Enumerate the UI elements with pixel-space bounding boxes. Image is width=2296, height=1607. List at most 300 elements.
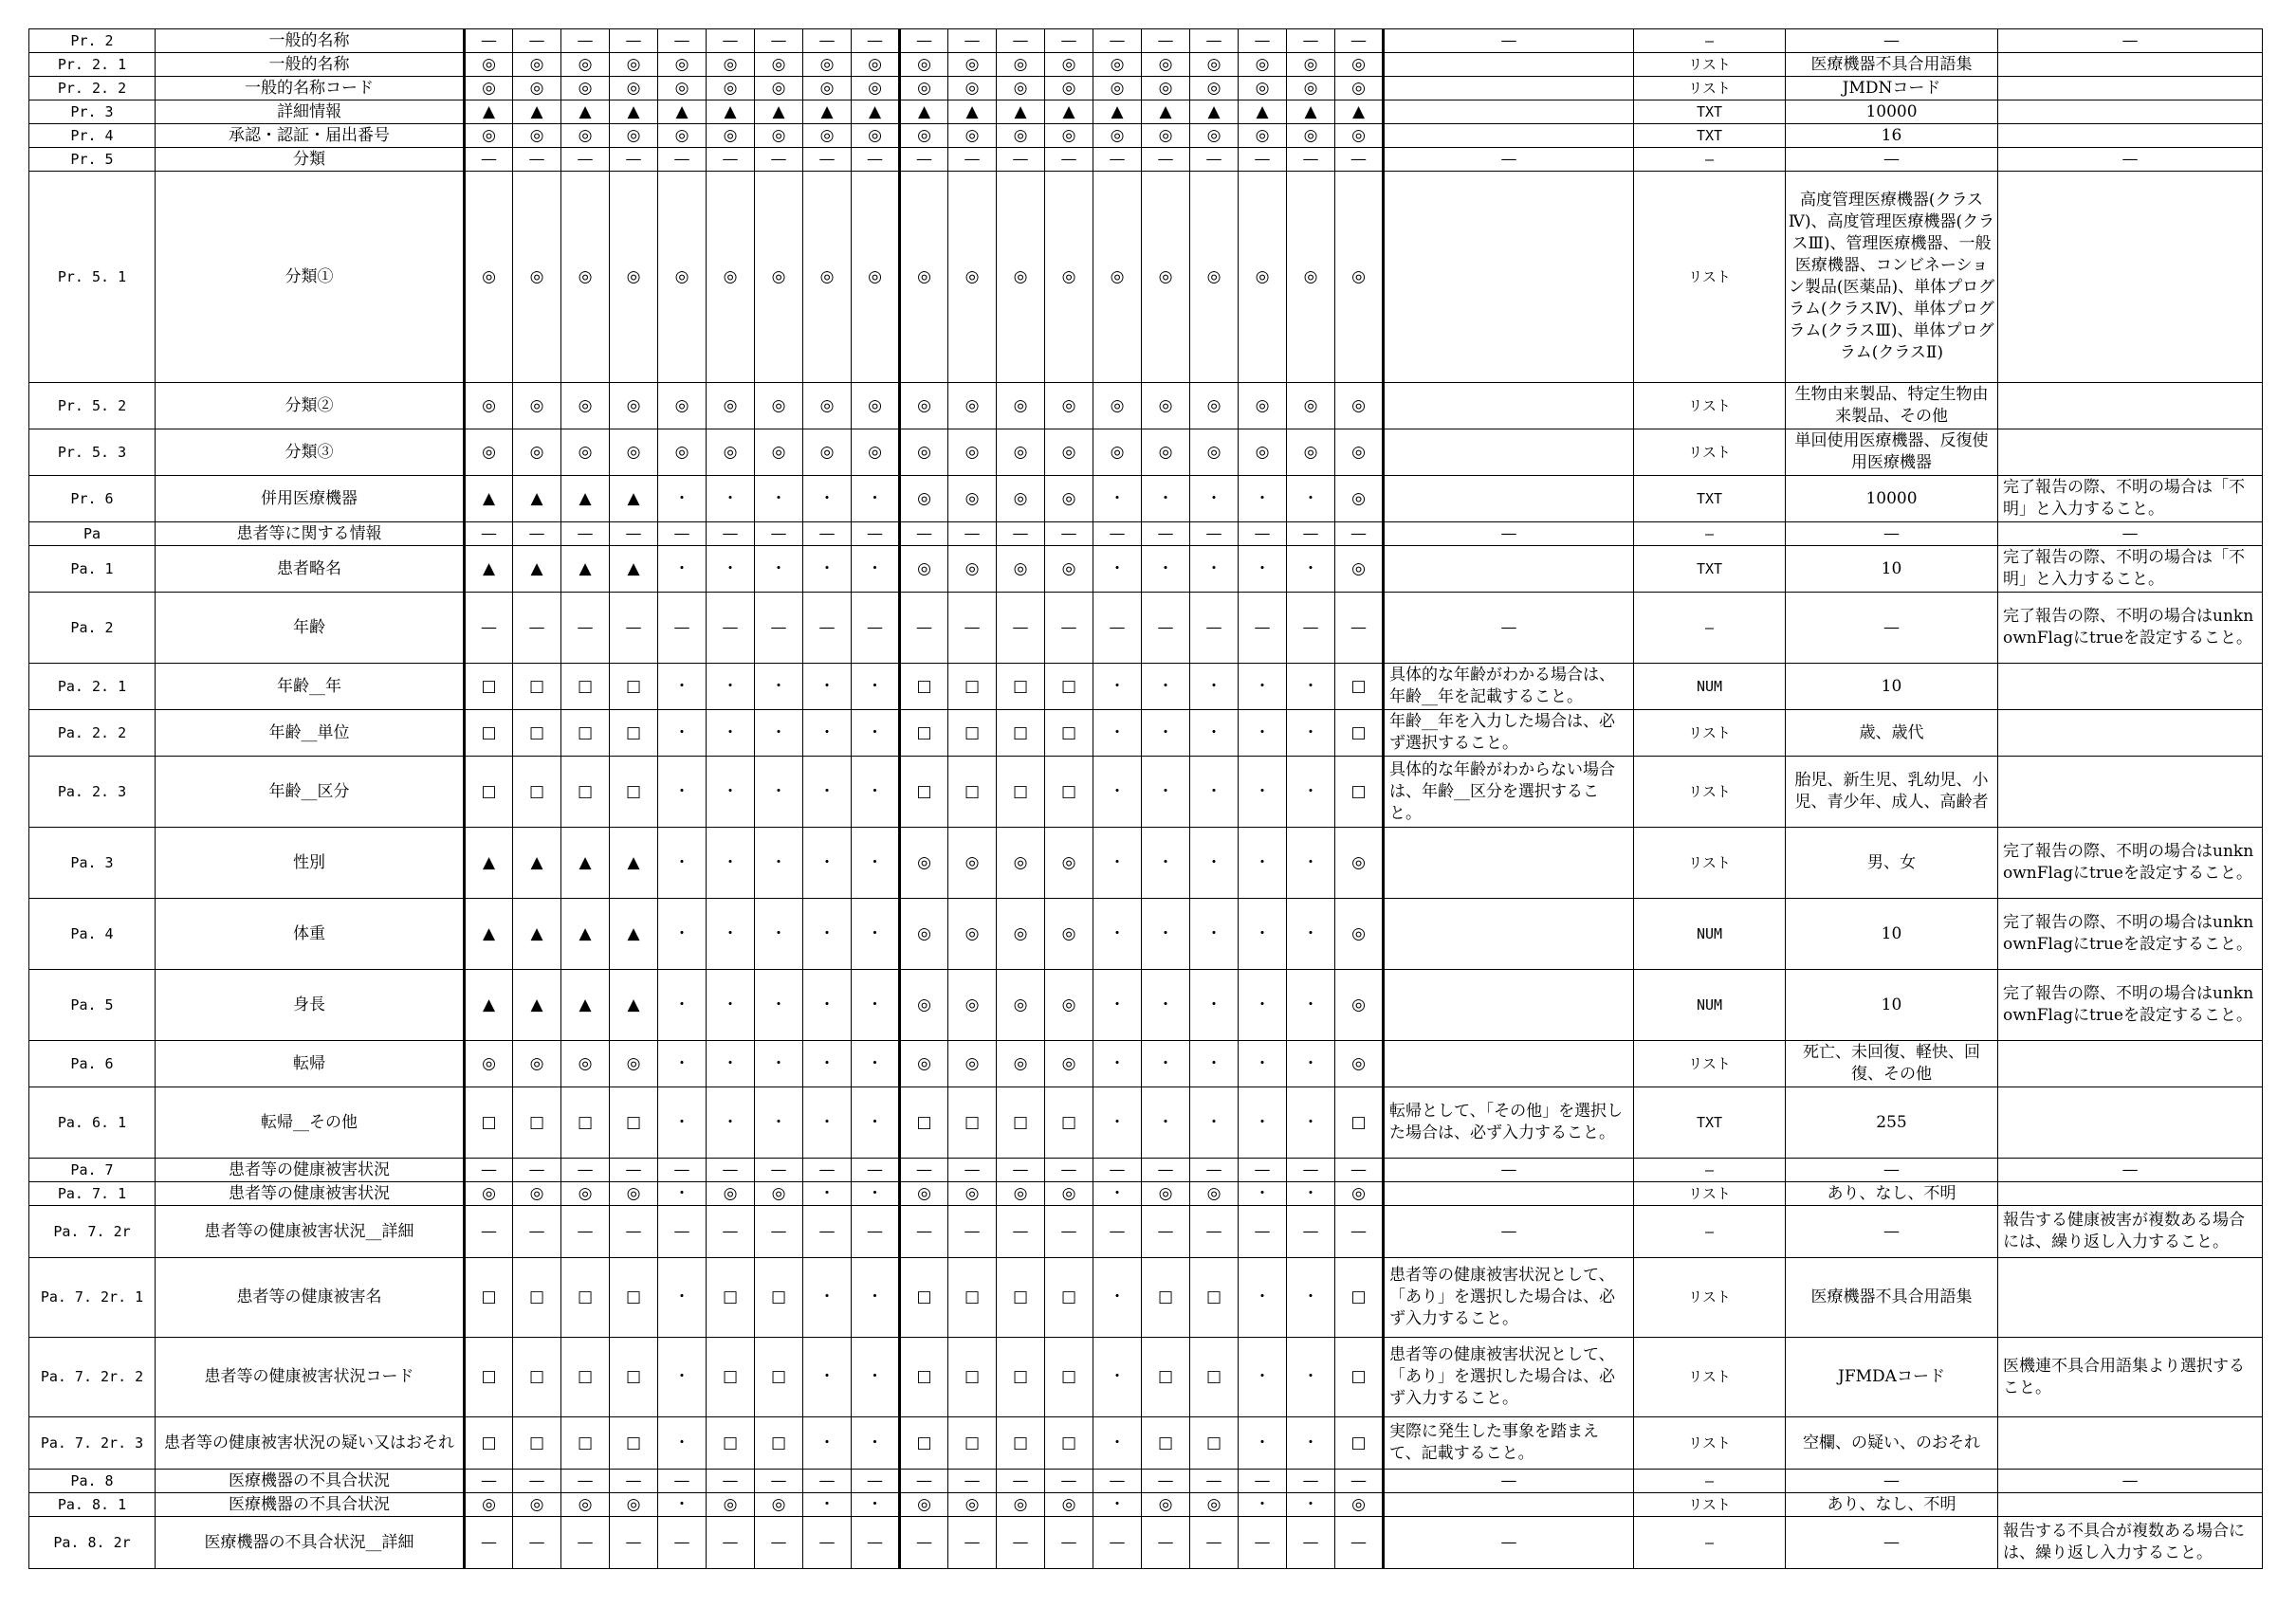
not-applicable-mark: ・	[1287, 970, 1335, 1041]
optional-mark: □	[561, 664, 610, 710]
optional-mark: □	[948, 664, 997, 710]
dash-mark: —	[900, 593, 948, 664]
dash-mark: —	[610, 1470, 658, 1493]
not-applicable-mark: ・	[852, 828, 900, 899]
required-mark: ◎	[900, 77, 948, 100]
required-mark: ◎	[1239, 77, 1287, 100]
not-applicable-mark: ・	[1239, 1258, 1287, 1338]
remarks: 医機連不具合用語集より選択すること。	[1998, 1338, 2263, 1417]
not-applicable-mark: ・	[852, 757, 900, 828]
not-applicable-mark: ・	[1239, 664, 1287, 710]
required-mark: ◎	[707, 1493, 755, 1517]
optional-mark: □	[465, 1338, 513, 1417]
optional-mark: □	[610, 1258, 658, 1338]
data-type: リスト	[1634, 1338, 1786, 1417]
value-spec: —	[1786, 148, 1998, 172]
not-applicable-mark: ・	[803, 757, 852, 828]
data-type: リスト	[1634, 757, 1786, 828]
not-applicable-mark: ・	[707, 899, 755, 970]
condition-note: 患者等の健康被害状況として、「あり」を選択した場合は、必ず入力すること。	[1384, 1258, 1634, 1338]
condition-note	[1384, 172, 1634, 383]
condition-note: —	[1384, 148, 1634, 172]
dash-mark: —	[997, 1517, 1045, 1569]
table-row	[29, 1338, 2263, 1417]
required-mark: ◎	[561, 429, 610, 476]
not-applicable-mark: ・	[1093, 476, 1142, 522]
item-name: 分類①	[156, 172, 465, 383]
dash-mark: —	[803, 1517, 852, 1569]
required-mark: ◎	[1045, 476, 1093, 522]
not-applicable-mark: ・	[803, 1338, 852, 1417]
optional-mark: □	[465, 710, 513, 757]
conditional-mark: ▲	[465, 476, 513, 522]
not-applicable-mark: ・	[1239, 546, 1287, 593]
required-mark: ◎	[948, 429, 997, 476]
value-spec: 10000	[1786, 100, 1998, 124]
required-mark: ◎	[803, 53, 852, 77]
dash-mark: —	[707, 1159, 755, 1182]
required-mark: ◎	[707, 53, 755, 77]
required-mark: ◎	[1142, 53, 1190, 77]
required-mark: ◎	[658, 53, 707, 77]
dash-mark: —	[1045, 1517, 1093, 1569]
item-name: 一般的名称	[156, 53, 465, 77]
conditional-mark: ▲	[513, 476, 561, 522]
item-id: Pr. 5. 1	[29, 172, 156, 383]
remarks	[1998, 172, 2263, 383]
not-applicable-mark: ・	[1142, 476, 1190, 522]
dash-mark: —	[1287, 1470, 1335, 1493]
required-mark: ◎	[1142, 429, 1190, 476]
not-applicable-mark: ・	[1093, 757, 1142, 828]
item-id: Pa. 7. 2r. 2	[29, 1338, 156, 1417]
required-mark: ◎	[1335, 476, 1384, 522]
conditional-mark: ▲	[561, 546, 610, 593]
dash-mark: —	[1239, 1517, 1287, 1569]
not-applicable-mark: ・	[658, 546, 707, 593]
not-applicable-mark: ・	[803, 476, 852, 522]
dash-mark: —	[707, 522, 755, 546]
required-mark: ◎	[948, 172, 997, 383]
not-applicable-mark: ・	[1239, 1338, 1287, 1417]
dash-mark: —	[465, 1159, 513, 1182]
optional-mark: □	[610, 664, 658, 710]
item-id: Pr. 2. 1	[29, 53, 156, 77]
required-mark: ◎	[513, 1182, 561, 1206]
not-applicable-mark: ・	[707, 1087, 755, 1159]
required-mark: ◎	[610, 77, 658, 100]
not-applicable-mark: ・	[803, 1258, 852, 1338]
dash-mark: —	[707, 593, 755, 664]
item-name: 詳細情報	[156, 100, 465, 124]
condition-note	[1384, 546, 1634, 593]
not-applicable-mark: ・	[1142, 1087, 1190, 1159]
required-mark: ◎	[1287, 53, 1335, 77]
item-name: 患者等の健康被害状況コード	[156, 1338, 465, 1417]
dash-mark: —	[561, 29, 610, 53]
condition-note	[1384, 476, 1634, 522]
required-mark: ◎	[948, 53, 997, 77]
required-mark: ◎	[997, 970, 1045, 1041]
optional-mark: □	[707, 1338, 755, 1417]
remarks: 完了報告の際、不明の場合はunknownFlagにtrueを設定すること。	[1998, 828, 2263, 899]
dash-mark: —	[1093, 522, 1142, 546]
dash-mark: —	[852, 522, 900, 546]
optional-mark: □	[948, 757, 997, 828]
not-applicable-mark: ・	[658, 1417, 707, 1470]
table-row	[29, 1087, 2263, 1159]
table-row	[29, 1041, 2263, 1087]
condition-note	[1384, 970, 1634, 1041]
dash-mark: —	[1287, 593, 1335, 664]
conditional-mark: ▲	[803, 100, 852, 124]
required-mark: ◎	[948, 124, 997, 148]
item-name: 患者等の健康被害状況	[156, 1159, 465, 1182]
not-applicable-mark: ・	[707, 757, 755, 828]
conditional-mark: ▲	[948, 100, 997, 124]
value-spec: 男、女	[1786, 828, 1998, 899]
dash-mark: —	[900, 1159, 948, 1182]
required-mark: ◎	[1335, 546, 1384, 593]
value-spec: 16	[1786, 124, 1998, 148]
dash-mark: —	[707, 29, 755, 53]
dash-mark: —	[1093, 148, 1142, 172]
dash-mark: —	[997, 522, 1045, 546]
required-mark: ◎	[852, 383, 900, 429]
not-applicable-mark: ・	[1239, 1493, 1287, 1517]
required-mark: ◎	[1190, 383, 1239, 429]
required-mark: ◎	[610, 1493, 658, 1517]
required-mark: ◎	[1142, 77, 1190, 100]
not-applicable-mark: ・	[1239, 1041, 1287, 1087]
conditional-mark: ▲	[610, 828, 658, 899]
data-type: —	[1634, 1517, 1786, 1569]
dash-mark: —	[658, 522, 707, 546]
not-applicable-mark: ・	[1142, 899, 1190, 970]
data-type: リスト	[1634, 172, 1786, 383]
dash-mark: —	[1190, 1206, 1239, 1258]
not-applicable-mark: ・	[852, 546, 900, 593]
value-spec: 歳、歳代	[1786, 710, 1998, 757]
not-applicable-mark: ・	[852, 664, 900, 710]
not-applicable-mark: ・	[658, 1182, 707, 1206]
required-mark: ◎	[900, 476, 948, 522]
required-mark: ◎	[1142, 172, 1190, 383]
not-applicable-mark: ・	[707, 710, 755, 757]
condition-note: —	[1384, 522, 1634, 546]
optional-mark: □	[561, 1338, 610, 1417]
required-mark: ◎	[610, 1182, 658, 1206]
conditional-mark: ▲	[1335, 100, 1384, 124]
optional-mark: □	[997, 1258, 1045, 1338]
data-type: TXT	[1634, 546, 1786, 593]
data-type: —	[1634, 29, 1786, 53]
required-mark: ◎	[1335, 429, 1384, 476]
table-row	[29, 1206, 2263, 1258]
remarks	[1998, 100, 2263, 124]
required-mark: ◎	[610, 124, 658, 148]
item-id: Pa. 7. 1	[29, 1182, 156, 1206]
dash-mark: —	[900, 29, 948, 53]
remarks: 完了報告の際、不明の場合はunknownFlagにtrueを設定すること。	[1998, 899, 2263, 970]
data-type: —	[1634, 1470, 1786, 1493]
not-applicable-mark: ・	[755, 546, 803, 593]
dash-mark: —	[1142, 593, 1190, 664]
not-applicable-mark: ・	[803, 664, 852, 710]
optional-mark: □	[465, 664, 513, 710]
condition-note	[1384, 124, 1634, 148]
not-applicable-mark: ・	[1093, 899, 1142, 970]
table-row	[29, 100, 2263, 124]
required-mark: ◎	[803, 77, 852, 100]
not-applicable-mark: ・	[852, 970, 900, 1041]
conditional-mark: ▲	[1093, 100, 1142, 124]
required-mark: ◎	[561, 172, 610, 383]
required-mark: ◎	[900, 546, 948, 593]
condition-note: —	[1384, 1517, 1634, 1569]
dash-mark: —	[1239, 29, 1287, 53]
required-mark: ◎	[610, 429, 658, 476]
not-applicable-mark: ・	[1287, 476, 1335, 522]
required-mark: ◎	[997, 899, 1045, 970]
required-mark: ◎	[465, 383, 513, 429]
dash-mark: —	[1142, 1470, 1190, 1493]
condition-note: 転帰として、「その他」を選択した場合は、必ず入力すること。	[1384, 1087, 1634, 1159]
dash-mark: —	[1190, 1517, 1239, 1569]
data-type: リスト	[1634, 828, 1786, 899]
value-spec: 10000	[1786, 476, 1998, 522]
not-applicable-mark: ・	[1190, 899, 1239, 970]
required-mark: ◎	[1045, 828, 1093, 899]
required-mark: ◎	[997, 1182, 1045, 1206]
required-mark: ◎	[900, 1493, 948, 1517]
dash-mark: —	[465, 148, 513, 172]
required-mark: ◎	[900, 828, 948, 899]
optional-mark: □	[1045, 710, 1093, 757]
dash-mark: —	[1045, 1470, 1093, 1493]
dash-mark: —	[1335, 1206, 1384, 1258]
condition-note	[1384, 100, 1634, 124]
item-name: 一般的名称	[156, 29, 465, 53]
remarks: 報告する健康被害が複数ある場合には、繰り返し入力すること。	[1998, 1206, 2263, 1258]
item-id: Pr. 2. 2	[29, 77, 156, 100]
dash-mark: —	[755, 1517, 803, 1569]
item-id: Pa. 1	[29, 546, 156, 593]
remarks: 完了報告の際、不明の場合はunknownFlagにtrueを設定すること。	[1998, 593, 2263, 664]
required-mark: ◎	[1335, 383, 1384, 429]
required-mark: ◎	[997, 124, 1045, 148]
required-mark: ◎	[561, 77, 610, 100]
dash-mark: —	[1142, 1517, 1190, 1569]
not-applicable-mark: ・	[1287, 1041, 1335, 1087]
dash-mark: —	[707, 1470, 755, 1493]
not-applicable-mark: ・	[852, 899, 900, 970]
dash-mark: —	[465, 1470, 513, 1493]
table-row	[29, 1493, 2263, 1517]
optional-mark: □	[513, 1338, 561, 1417]
not-applicable-mark: ・	[658, 1041, 707, 1087]
value-spec: JFMDAコード	[1786, 1338, 1998, 1417]
table-row	[29, 1182, 2263, 1206]
dash-mark: —	[1239, 522, 1287, 546]
required-mark: ◎	[465, 77, 513, 100]
dash-mark: —	[1190, 522, 1239, 546]
not-applicable-mark: ・	[1239, 970, 1287, 1041]
optional-mark: □	[1142, 1417, 1190, 1470]
dash-mark: —	[900, 1517, 948, 1569]
conditional-mark: ▲	[465, 100, 513, 124]
required-mark: ◎	[1045, 546, 1093, 593]
dash-mark: —	[948, 1470, 997, 1493]
condition-note	[1384, 899, 1634, 970]
dash-mark: —	[658, 1159, 707, 1182]
required-mark: ◎	[513, 77, 561, 100]
not-applicable-mark: ・	[852, 1258, 900, 1338]
optional-mark: □	[465, 1258, 513, 1338]
required-mark: ◎	[1142, 124, 1190, 148]
item-name: 分類②	[156, 383, 465, 429]
required-mark: ◎	[513, 429, 561, 476]
required-mark: ◎	[755, 53, 803, 77]
required-mark: ◎	[1190, 53, 1239, 77]
optional-mark: □	[513, 1417, 561, 1470]
remarks	[1998, 1041, 2263, 1087]
required-mark: ◎	[900, 383, 948, 429]
required-mark: ◎	[561, 53, 610, 77]
optional-mark: □	[707, 1417, 755, 1470]
optional-mark: □	[610, 1087, 658, 1159]
value-spec: あり、なし、不明	[1786, 1182, 1998, 1206]
conditional-mark: ▲	[1142, 100, 1190, 124]
remarks	[1998, 1182, 2263, 1206]
remarks	[1998, 757, 2263, 828]
required-mark: ◎	[707, 383, 755, 429]
not-applicable-mark: ・	[1287, 546, 1335, 593]
required-mark: ◎	[561, 1041, 610, 1087]
item-name: 転帰__その他	[156, 1087, 465, 1159]
not-applicable-mark: ・	[1287, 828, 1335, 899]
not-applicable-mark: ・	[707, 664, 755, 710]
remarks: —	[1998, 148, 2263, 172]
required-mark: ◎	[658, 124, 707, 148]
required-mark: ◎	[1142, 1182, 1190, 1206]
required-mark: ◎	[948, 828, 997, 899]
not-applicable-mark: ・	[1287, 1087, 1335, 1159]
item-id: Pa. 2	[29, 593, 156, 664]
required-mark: ◎	[948, 1182, 997, 1206]
item-id: Pa. 8. 2r	[29, 1517, 156, 1569]
conditional-mark: ▲	[610, 100, 658, 124]
data-type: リスト	[1634, 429, 1786, 476]
optional-mark: □	[1335, 1087, 1384, 1159]
required-mark: ◎	[658, 429, 707, 476]
dash-mark: —	[513, 522, 561, 546]
optional-mark: □	[900, 1087, 948, 1159]
condition-note	[1384, 383, 1634, 429]
optional-mark: □	[513, 710, 561, 757]
required-mark: ◎	[852, 429, 900, 476]
item-name: 患者等の健康被害状況__詳細	[156, 1206, 465, 1258]
required-mark: ◎	[1287, 172, 1335, 383]
table-row	[29, 1159, 2263, 1182]
not-applicable-mark: ・	[1093, 828, 1142, 899]
required-mark: ◎	[1239, 124, 1287, 148]
required-mark: ◎	[755, 383, 803, 429]
required-mark: ◎	[513, 124, 561, 148]
not-applicable-mark: ・	[1142, 710, 1190, 757]
required-mark: ◎	[1045, 1493, 1093, 1517]
value-spec: —	[1786, 522, 1998, 546]
optional-mark: □	[513, 1087, 561, 1159]
required-mark: ◎	[1190, 1493, 1239, 1517]
remarks	[1998, 124, 2263, 148]
not-applicable-mark: ・	[1190, 1041, 1239, 1087]
required-mark: ◎	[465, 53, 513, 77]
dash-mark: —	[755, 1159, 803, 1182]
item-name: 年齢	[156, 593, 465, 664]
not-applicable-mark: ・	[1239, 710, 1287, 757]
optional-mark: □	[610, 710, 658, 757]
not-applicable-mark: ・	[803, 970, 852, 1041]
not-applicable-mark: ・	[755, 757, 803, 828]
optional-mark: □	[1045, 664, 1093, 710]
not-applicable-mark: ・	[1287, 1258, 1335, 1338]
dash-mark: —	[610, 1206, 658, 1258]
specification-table	[28, 28, 2263, 1569]
data-type: TXT	[1634, 124, 1786, 148]
dash-mark: —	[755, 148, 803, 172]
required-mark: ◎	[948, 476, 997, 522]
required-mark: ◎	[1093, 124, 1142, 148]
optional-mark: □	[1142, 1258, 1190, 1338]
conditional-mark: ▲	[465, 899, 513, 970]
item-name: 年齢__年	[156, 664, 465, 710]
required-mark: ◎	[707, 429, 755, 476]
value-spec: あり、なし、不明	[1786, 1493, 1998, 1517]
item-id: Pa. 6	[29, 1041, 156, 1087]
not-applicable-mark: ・	[803, 546, 852, 593]
dash-mark: —	[755, 1206, 803, 1258]
dash-mark: —	[852, 29, 900, 53]
dash-mark: —	[561, 148, 610, 172]
table-row	[29, 476, 2263, 522]
data-type: TXT	[1634, 1087, 1786, 1159]
not-applicable-mark: ・	[852, 710, 900, 757]
dash-mark: —	[1142, 29, 1190, 53]
conditional-mark: ▲	[1190, 100, 1239, 124]
not-applicable-mark: ・	[1287, 1493, 1335, 1517]
optional-mark: □	[900, 1258, 948, 1338]
required-mark: ◎	[755, 172, 803, 383]
item-name: 患者等の健康被害状況の疑い又はおそれ	[156, 1417, 465, 1470]
not-applicable-mark: ・	[1239, 1087, 1287, 1159]
data-type: —	[1634, 148, 1786, 172]
dash-mark: —	[1190, 1470, 1239, 1493]
dash-mark: —	[513, 1159, 561, 1182]
optional-mark: □	[465, 1087, 513, 1159]
not-applicable-mark: ・	[1190, 664, 1239, 710]
value-spec: —	[1786, 1470, 1998, 1493]
optional-mark: □	[1335, 1338, 1384, 1417]
item-id: Pr. 5. 3	[29, 429, 156, 476]
dash-mark: —	[1335, 522, 1384, 546]
dash-mark: —	[1335, 1470, 1384, 1493]
item-name: 承認・認証・届出番号	[156, 124, 465, 148]
condition-note: 具体的な年齢がわからない場合は、年齢__区分を選択すること。	[1384, 757, 1634, 828]
dash-mark: —	[1190, 1159, 1239, 1182]
item-id: Pa. 8. 1	[29, 1493, 156, 1517]
item-name: 体重	[156, 899, 465, 970]
